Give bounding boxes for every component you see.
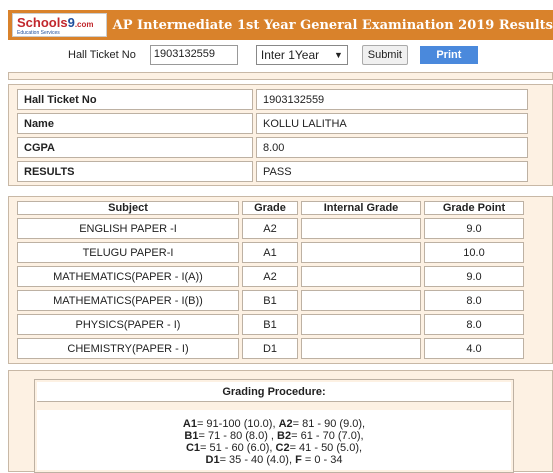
grade-point-cell: 4.0 bbox=[424, 338, 524, 359]
student-info-table bbox=[14, 86, 531, 185]
grade-cell: A1 bbox=[242, 242, 298, 263]
logo-suffix: .com bbox=[74, 20, 94, 29]
table-row bbox=[17, 242, 524, 263]
logo-nine: 9 bbox=[67, 15, 75, 30]
grading-procedure-box bbox=[34, 379, 514, 473]
search-bar bbox=[8, 42, 553, 68]
grade-range: = 35 - 40 (4.0), bbox=[219, 454, 296, 466]
grade-range: = 41 - 50 (5.0), bbox=[289, 442, 363, 454]
grade-cell: B1 bbox=[242, 290, 298, 311]
submit-button[interactable]: Submit bbox=[362, 45, 408, 65]
logo-tagline: Education Services bbox=[17, 30, 60, 36]
subject-cell: PHYSICS(PAPER - I) bbox=[17, 314, 239, 335]
table-row bbox=[17, 266, 524, 287]
grading-title: Grading Procedure: bbox=[37, 382, 511, 402]
info-value: KOLLU LALITHA bbox=[256, 113, 528, 134]
table-row bbox=[17, 218, 524, 239]
grade-key: F bbox=[295, 454, 302, 466]
page-header bbox=[8, 10, 553, 40]
hall-ticket-label: Hall Ticket No bbox=[68, 49, 136, 61]
grade-range: = 91-100 (10.0), bbox=[196, 418, 279, 430]
info-row bbox=[17, 137, 528, 158]
subject-cell: MATHEMATICS(PAPER - I(A)) bbox=[17, 266, 239, 287]
subject-cell: ENGLISH PAPER -I bbox=[17, 218, 239, 239]
grade-point-cell: 8.0 bbox=[424, 314, 524, 335]
internal-grade-cell bbox=[301, 338, 421, 359]
grade-cell: D1 bbox=[242, 338, 298, 359]
page-title: AP Intermediate 1st Year General Examination 2019 Results bbox=[112, 17, 553, 33]
grade-key: D1 bbox=[205, 454, 220, 466]
logo-text: Schools bbox=[17, 15, 68, 30]
student-info-panel bbox=[8, 84, 553, 186]
grades-table bbox=[14, 198, 527, 362]
table-row bbox=[17, 338, 524, 359]
info-row bbox=[17, 113, 528, 134]
grade-key: A1 bbox=[182, 418, 197, 430]
grade-key: C2 bbox=[275, 442, 290, 454]
grade-key: A2 bbox=[278, 418, 293, 430]
grade-key: B2 bbox=[277, 430, 292, 442]
subject-cell: MATHEMATICS(PAPER - I(B)) bbox=[17, 290, 239, 311]
grade-point-cell: 9.0 bbox=[424, 218, 524, 239]
grade-range: = 71 - 80 (8.0) , bbox=[198, 430, 278, 442]
info-row bbox=[17, 161, 528, 182]
year-select[interactable] bbox=[256, 45, 348, 65]
grading-panel bbox=[8, 370, 553, 472]
grade-range: = 51 - 60 (6.0), bbox=[200, 442, 276, 454]
print-button[interactable]: Print bbox=[420, 46, 478, 64]
grade-key: C1 bbox=[185, 442, 200, 454]
hall-ticket-input[interactable]: 1903132559 bbox=[150, 45, 238, 65]
info-row bbox=[17, 89, 528, 110]
year-select-value: Inter 1Year bbox=[260, 48, 320, 62]
grade-point-cell: 8.0 bbox=[424, 290, 524, 311]
col-header-subject: Subject bbox=[17, 201, 239, 215]
grade-cell: A2 bbox=[242, 218, 298, 239]
table-row bbox=[17, 314, 524, 335]
internal-grade-cell bbox=[301, 266, 421, 287]
grading-scale bbox=[37, 410, 511, 470]
info-value: PASS bbox=[256, 161, 528, 182]
table-row bbox=[17, 290, 524, 311]
subject-cell: CHEMISTRY(PAPER - I) bbox=[17, 338, 239, 359]
grade-cell: B1 bbox=[242, 314, 298, 335]
chevron-down-icon: ▼ bbox=[333, 50, 343, 60]
grade-range: = 0 - 34 bbox=[301, 454, 343, 466]
info-label: CGPA bbox=[17, 137, 253, 158]
info-label: RESULTS bbox=[17, 161, 253, 182]
spacer-panel bbox=[8, 72, 553, 80]
grades-panel bbox=[8, 196, 553, 364]
internal-grade-cell bbox=[301, 218, 421, 239]
info-value: 1903132559 bbox=[256, 89, 528, 110]
grades-header-row bbox=[17, 201, 524, 215]
info-label: Hall Ticket No bbox=[17, 89, 253, 110]
col-header-internal-grade: Internal Grade bbox=[301, 201, 421, 215]
internal-grade-cell bbox=[301, 314, 421, 335]
grade-range: = 61 - 70 (7.0), bbox=[291, 430, 364, 442]
grade-cell: A2 bbox=[242, 266, 298, 287]
grade-point-cell: 10.0 bbox=[424, 242, 524, 263]
site-logo[interactable] bbox=[12, 13, 107, 37]
info-value: 8.00 bbox=[256, 137, 528, 158]
internal-grade-cell bbox=[301, 242, 421, 263]
info-label: Name bbox=[17, 113, 253, 134]
subject-cell: TELUGU PAPER-I bbox=[17, 242, 239, 263]
col-header-grade-point: Grade Point bbox=[424, 201, 524, 215]
internal-grade-cell bbox=[301, 290, 421, 311]
grade-range: = 81 - 90 (9.0), bbox=[292, 418, 366, 430]
col-header-grade: Grade bbox=[242, 201, 298, 215]
grade-point-cell: 9.0 bbox=[424, 266, 524, 287]
grade-key: B1 bbox=[184, 430, 199, 442]
